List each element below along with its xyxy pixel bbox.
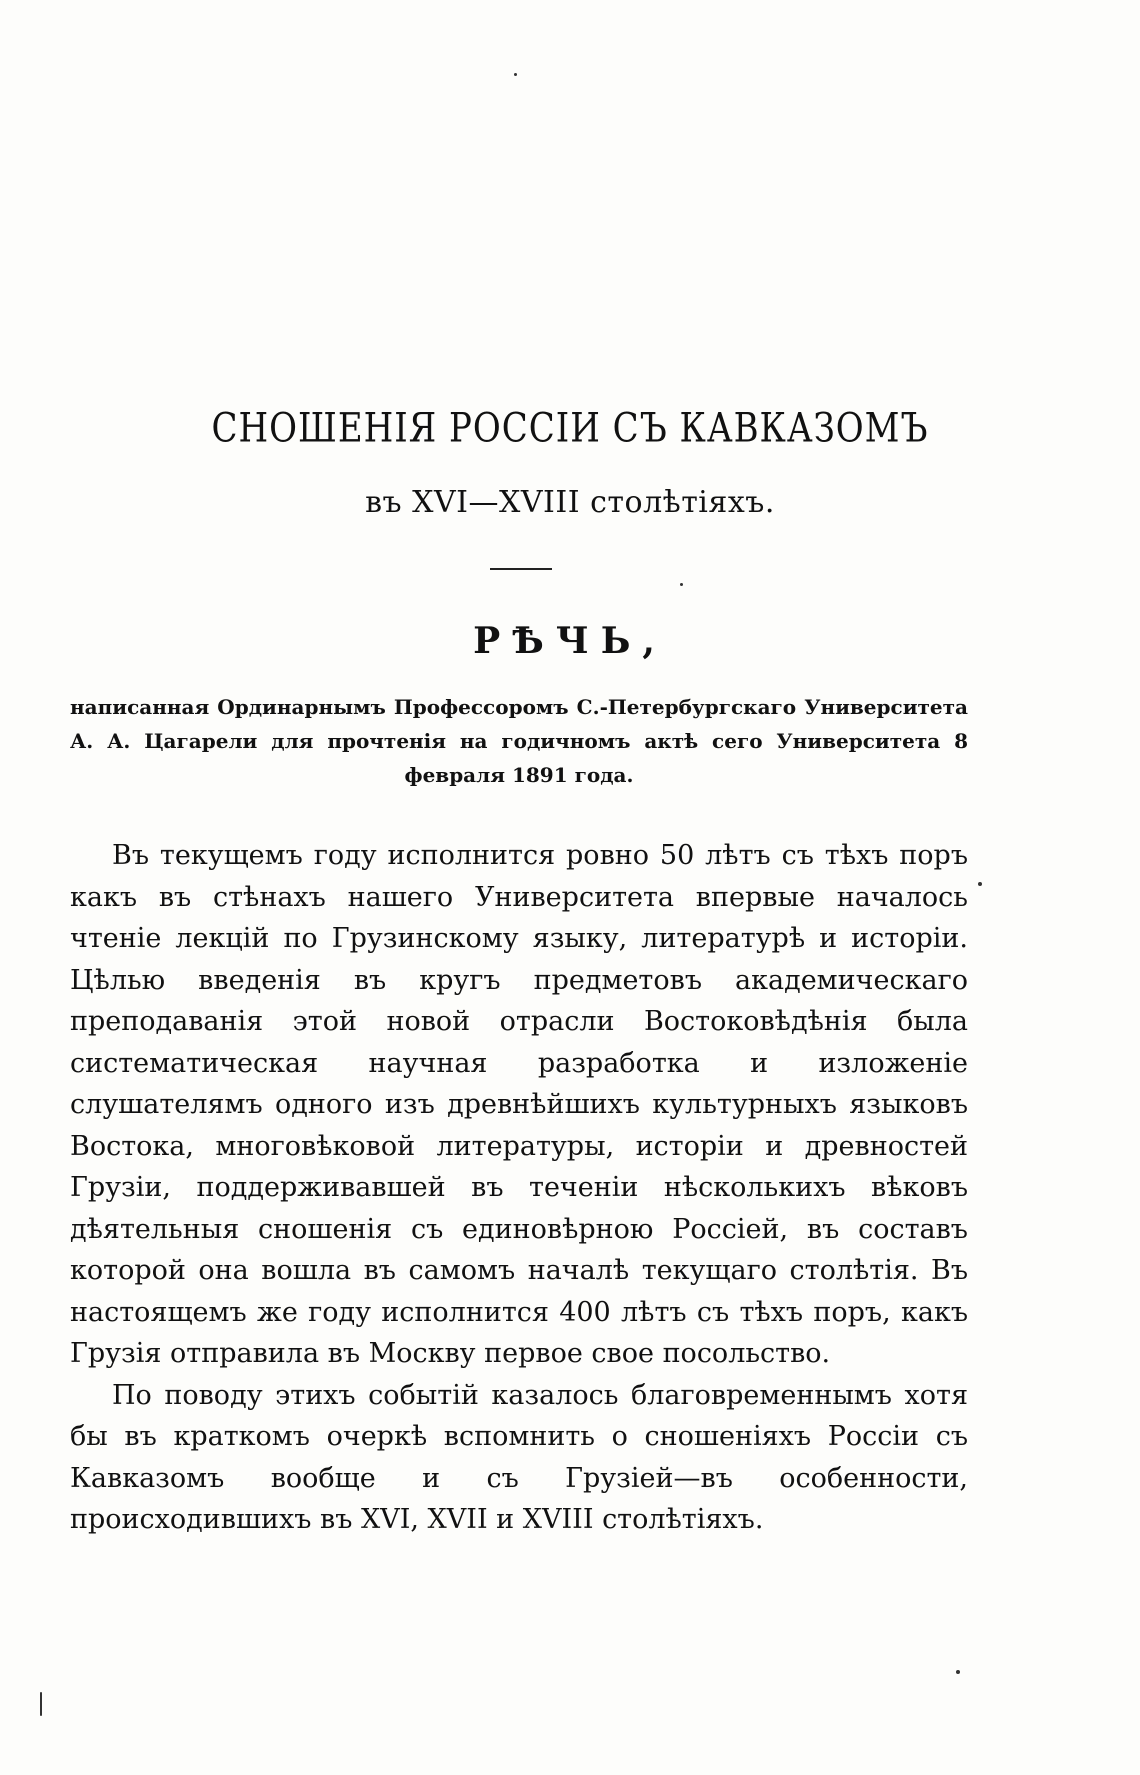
document-subtitle: въ XVI—XVIII столѣтіяхъ. <box>365 485 775 520</box>
title-divider <box>490 568 552 570</box>
scan-speck <box>680 583 683 586</box>
paragraph-2: По поводу этихъ событій казалось благовременнымъ хотя бы въ краткомъ очеркѣ вспомнить о сношеніяхъ Россіи съ Кавказомъ вообще и съ Грузіей—въ особенности, происходившихъ въ XVI, XVII и XVIII столѣтіяхъ. <box>70 1379 968 1535</box>
document-title: СНОШЕНІЯ РОССІИ СЪ КАВКАЗОМЪ <box>211 405 929 453</box>
paragraph-1: Въ текущемъ году исполнится ровно 50 лѣтъ съ тѣхъ поръ какъ въ стѣнахъ нашего Университета впервые началось чтеніе лекцій по Грузинскому языку, литературѣ и исторіи. Цѣлью введенія въ кругъ предметовъ академическаго преподаванія этой новой отрасли Востоковѣдѣнія была систематическая научная разработка и изложеніе слушателямъ одного изъ древнѣйшихъ культурныхъ языковъ Востока, многовѣковой литературы, исторіи и древностей Грузіи, поддерживавшей въ теченіи нѣсколькихъ вѣковъ дѣятельныя сношенія съ единовѣрною Россіей, въ составъ которой она вошла въ самомъ началѣ текущаго столѣтія. Въ настоящемъ же году исполнится 400 лѣтъ съ тѣхъ поръ, какъ Грузія отправила въ Москву первое свое посольство. <box>70 840 968 1369</box>
scan-speck <box>978 882 982 886</box>
scan-speck <box>514 73 517 76</box>
body-text <box>70 835 968 1541</box>
speech-heading: РѢЧЬ, <box>473 620 667 662</box>
scan-speck <box>40 1692 42 1716</box>
speech-subtitle: написанная Ординарнымъ Профессоромъ С.-Петербургскаго Университета А. А. Цагарели для прочтенія на годичномъ актѣ сего Университета 8 февраля 1891 года. <box>70 695 968 787</box>
scan-speck <box>956 1670 960 1674</box>
